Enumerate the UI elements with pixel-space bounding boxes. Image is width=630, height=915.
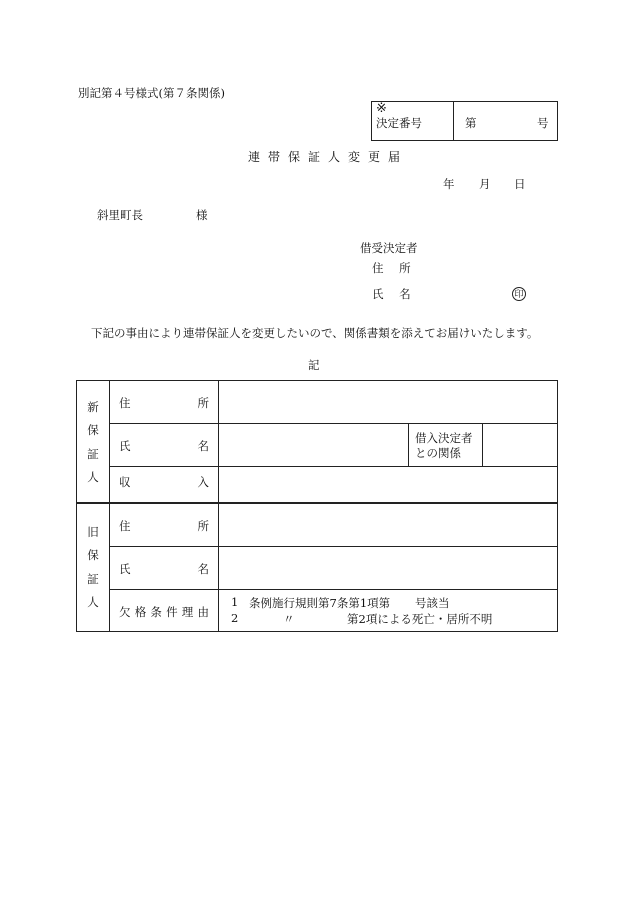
label-char: 氏 [119,439,131,453]
label-char: 名 [197,439,209,453]
new-name-label [119,438,209,454]
new-guarantor-side-label: 新 保 証 人 [87,400,99,484]
reason2-ditto: 〃 [283,612,295,626]
reference-mark: ※ [376,101,387,116]
decision-number-suffix: 号 [537,116,549,130]
decision-number-prefix: 第 [465,116,477,130]
new-address-label [119,395,209,411]
applicant-name-label: 氏 名 [372,287,417,301]
decision-number-label: 決定番号 [376,116,422,130]
addressee-name: 斜里町長 [97,208,143,222]
label-char: 住 [119,519,131,533]
body-text: 下記の事由により連帯保証人を変更したいので、関係書類を添えてお届けいたします。 [91,326,539,340]
applicant-heading: 借受決定者 [360,241,418,255]
disqualify-reason-label [119,604,209,620]
label-char: 入 [197,475,209,489]
date-month: 月 [479,177,491,191]
label-char: 格 [134,605,147,619]
ki-heading: 記 [308,358,320,372]
label-char: 住 [119,396,131,410]
old-name-label [119,561,209,577]
label-char: 所 [197,519,209,533]
relation-label-line1: 借入決定者 [415,431,473,445]
label-char: 所 [197,396,209,410]
label-char: 由 [197,605,209,619]
form-title: 連帯保証人変更届 [248,150,409,164]
new-income-label [119,474,209,490]
applicant-address-label: 住 所 [372,261,417,275]
label-char: 理 [181,605,194,619]
reason1-number: 1 [231,595,239,609]
label-char: 欠 [119,605,131,619]
label-char: 氏 [119,562,131,576]
label-char: 条 [150,605,162,619]
relation-label-line2: との関係 [415,446,461,460]
date-day: 日 [514,177,526,191]
addressee-honorific: 様 [196,208,208,222]
date-year: 年 [443,177,455,191]
reason2-text: 第2項による死亡・居所不明 [347,612,493,626]
decision-number-box [371,101,558,141]
label-char: 収 [119,475,131,489]
label-char: 件 [166,605,178,619]
reason2-number: 2 [231,611,239,625]
old-address-label [119,518,209,534]
guarantor-table [76,380,558,632]
label-char: 名 [197,562,209,576]
reason1-suffix: 号該当 [415,596,450,610]
old-guarantor-side-label: 旧 保 証 人 [87,525,99,609]
reason1-text: 条例施行規則第7条第1項第 [249,596,391,610]
form-label: 別記第４号様式(第７条関係) [78,86,225,100]
seal-mark: 印 [512,287,526,301]
